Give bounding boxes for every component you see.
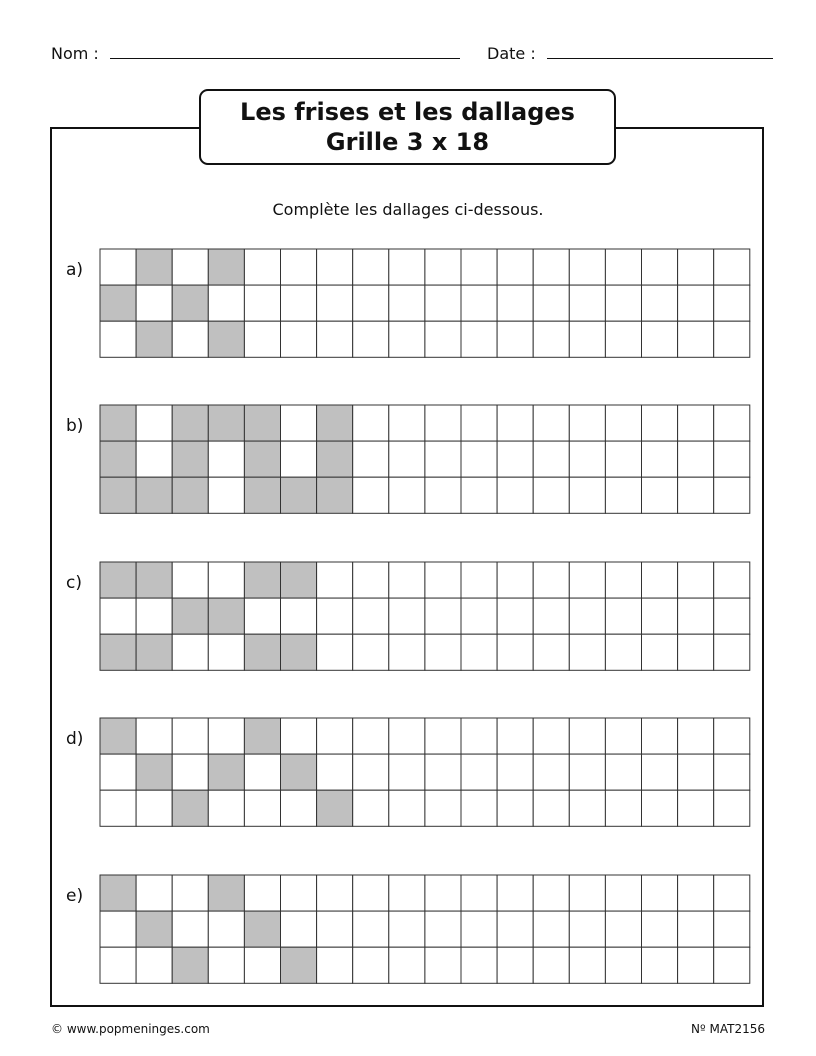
grid-cell-filled[interactable] — [100, 562, 136, 598]
grid-cell-empty[interactable] — [678, 249, 714, 285]
grid-cell-empty[interactable] — [244, 790, 280, 826]
grid-cell-empty[interactable] — [244, 875, 280, 911]
grid-cell-empty[interactable] — [208, 441, 244, 477]
title-box — [199, 89, 616, 165]
grid-cell-filled[interactable] — [136, 911, 172, 947]
grid-cell-empty[interactable] — [353, 405, 389, 441]
grid-cell-filled[interactable] — [208, 598, 244, 634]
grid-cell-empty[interactable] — [678, 718, 714, 754]
grid-cell-empty[interactable] — [100, 911, 136, 947]
grid-cell-empty[interactable] — [425, 477, 461, 513]
grid-cell-empty[interactable] — [317, 911, 353, 947]
grid-cell-empty[interactable] — [714, 754, 750, 790]
grid-cell-empty[interactable] — [533, 634, 569, 670]
grid-cell-empty[interactable] — [389, 405, 425, 441]
grid-cell-empty[interactable] — [353, 441, 389, 477]
grid-cell-filled[interactable] — [281, 634, 317, 670]
title-line-2: Grille 3 x 18 — [325, 128, 490, 156]
grid-cell-empty[interactable] — [605, 405, 641, 441]
grid-cell-empty[interactable] — [389, 790, 425, 826]
grid-cell-empty[interactable] — [497, 285, 533, 321]
grid-cell-empty[interactable] — [172, 911, 208, 947]
grid-cell-empty[interactable] — [389, 754, 425, 790]
grid-cell-empty[interactable] — [317, 947, 353, 983]
grid-cell-empty[interactable] — [714, 441, 750, 477]
grid-cell-empty[interactable] — [353, 718, 389, 754]
grid-cell-empty[interactable] — [605, 562, 641, 598]
grid-cell-empty[interactable] — [425, 754, 461, 790]
grid-cell-empty[interactable] — [605, 790, 641, 826]
grid-cell-empty[interactable] — [605, 598, 641, 634]
grid-cell-empty[interactable] — [208, 285, 244, 321]
grid-cell-empty[interactable] — [389, 911, 425, 947]
grid-cell-filled[interactable] — [317, 477, 353, 513]
name-label: Nom : — [51, 44, 99, 63]
grid-cell-empty[interactable] — [172, 562, 208, 598]
grid-cell-empty[interactable] — [642, 790, 678, 826]
grid-cell-empty[interactable] — [642, 562, 678, 598]
grid-cell-empty[interactable] — [678, 441, 714, 477]
grid-cell-empty[interactable] — [389, 562, 425, 598]
grid-cell-filled[interactable] — [281, 947, 317, 983]
grid-cell-empty[interactable] — [461, 405, 497, 441]
grid-cell-empty[interactable] — [642, 634, 678, 670]
grid-cell-filled[interactable] — [136, 562, 172, 598]
grid-cell-empty[interactable] — [642, 875, 678, 911]
grid-cell-empty[interactable] — [353, 249, 389, 285]
grid-cell-filled[interactable] — [100, 285, 136, 321]
grid-cell-empty[interactable] — [605, 249, 641, 285]
grid-cell-empty[interactable] — [497, 405, 533, 441]
grid-cell-empty[interactable] — [389, 718, 425, 754]
grid-cell-empty[interactable] — [317, 321, 353, 357]
grid-cell-filled[interactable] — [317, 790, 353, 826]
grid-cell-filled[interactable] — [100, 718, 136, 754]
grid-cell-empty[interactable] — [317, 562, 353, 598]
grid-cell-empty[interactable] — [642, 441, 678, 477]
grid-cell-empty[interactable] — [533, 790, 569, 826]
grid-cell-empty[interactable] — [714, 321, 750, 357]
exercise-label: c) — [66, 573, 82, 593]
tiling-grid[interactable] — [99, 717, 751, 828]
grid-cell-empty[interactable] — [389, 477, 425, 513]
grid-cell-empty[interactable] — [389, 441, 425, 477]
grid-cell-empty[interactable] — [425, 718, 461, 754]
grid-cell-empty[interactable] — [642, 947, 678, 983]
grid-cell-filled[interactable] — [244, 911, 280, 947]
grid-cell-empty[interactable] — [136, 947, 172, 983]
grid-cell-empty[interactable] — [208, 947, 244, 983]
grid-cell-empty[interactable] — [678, 875, 714, 911]
grid-cell-empty[interactable] — [678, 634, 714, 670]
grid-cell-empty[interactable] — [461, 477, 497, 513]
grid-cell-empty[interactable] — [533, 598, 569, 634]
grid-cell-empty[interactable] — [569, 285, 605, 321]
grid-cell-filled[interactable] — [136, 321, 172, 357]
grid-cell-empty[interactable] — [425, 790, 461, 826]
grid-cell-empty[interactable] — [714, 947, 750, 983]
grid-cell-empty[interactable] — [461, 249, 497, 285]
grid-cell-empty[interactable] — [208, 634, 244, 670]
grid-cell-empty[interactable] — [569, 790, 605, 826]
grid-cell-empty[interactable] — [425, 249, 461, 285]
grid-cell-empty[interactable] — [172, 249, 208, 285]
grid-cell-empty[interactable] — [461, 911, 497, 947]
grid-cell-empty[interactable] — [678, 321, 714, 357]
grid-cell-empty[interactable] — [461, 441, 497, 477]
grid-cell-empty[interactable] — [281, 598, 317, 634]
grid-cell-empty[interactable] — [317, 718, 353, 754]
grid-cell-empty[interactable] — [281, 911, 317, 947]
grid-cell-empty[interactable] — [136, 875, 172, 911]
grid-cell-empty[interactable] — [569, 754, 605, 790]
grid-cell-empty[interactable] — [208, 718, 244, 754]
grid-cell-empty[interactable] — [678, 285, 714, 321]
grid-cell-empty[interactable] — [281, 875, 317, 911]
grid-cell-empty[interactable] — [497, 477, 533, 513]
grid-cell-empty[interactable] — [642, 321, 678, 357]
grid-cell-filled[interactable] — [172, 790, 208, 826]
grid-cell-empty[interactable] — [244, 754, 280, 790]
grid-cell-empty[interactable] — [642, 598, 678, 634]
grid-cell-empty[interactable] — [497, 718, 533, 754]
title-line-1: Les frises et les dallages — [240, 98, 575, 126]
grid-cell-empty[interactable] — [461, 634, 497, 670]
grid-cell-empty[interactable] — [461, 562, 497, 598]
grid-cell-empty[interactable] — [569, 405, 605, 441]
footer-reference: Nº MAT2156 — [691, 1022, 765, 1036]
grid-cell-empty[interactable] — [714, 562, 750, 598]
grid-cell-empty[interactable] — [100, 598, 136, 634]
grid-cell-filled[interactable] — [281, 477, 317, 513]
grid-cell-empty[interactable] — [244, 285, 280, 321]
grid-cell-empty[interactable] — [605, 754, 641, 790]
grid-cell-empty[interactable] — [714, 875, 750, 911]
grid-cell-filled[interactable] — [208, 249, 244, 285]
grid-cell-empty[interactable] — [389, 285, 425, 321]
grid-cell-empty[interactable] — [353, 790, 389, 826]
grid-cell-empty[interactable] — [389, 634, 425, 670]
grid-cell-empty[interactable] — [281, 790, 317, 826]
grid-cell-empty[interactable] — [100, 321, 136, 357]
grid-cell-empty[interactable] — [533, 405, 569, 441]
grid-cell-empty[interactable] — [714, 249, 750, 285]
grid-cell-empty[interactable] — [136, 598, 172, 634]
grid-cell-filled[interactable] — [172, 947, 208, 983]
grid-cell-empty[interactable] — [533, 754, 569, 790]
grid-cell-filled[interactable] — [100, 634, 136, 670]
grid-cell-empty[interactable] — [533, 875, 569, 911]
grid-cell-empty[interactable] — [172, 321, 208, 357]
grid-cell-filled[interactable] — [172, 598, 208, 634]
grid-cell-empty[interactable] — [281, 321, 317, 357]
grid-cell-empty[interactable] — [642, 754, 678, 790]
grid-cell-filled[interactable] — [244, 562, 280, 598]
grid-cell-empty[interactable] — [425, 911, 461, 947]
grid-cell-empty[interactable] — [569, 598, 605, 634]
tiling-grid[interactable] — [99, 874, 751, 985]
grid-cell-empty[interactable] — [569, 875, 605, 911]
grid-cell-empty[interactable] — [425, 562, 461, 598]
grid-cell-empty[interactable] — [497, 875, 533, 911]
grid-cell-empty[interactable] — [425, 405, 461, 441]
grid-cell-empty[interactable] — [100, 947, 136, 983]
grid-cell-empty[interactable] — [533, 562, 569, 598]
grid-cell-empty[interactable] — [425, 441, 461, 477]
grid-cell-empty[interactable] — [461, 790, 497, 826]
grid-cell-empty[interactable] — [100, 249, 136, 285]
grid-cell-empty[interactable] — [605, 911, 641, 947]
grid-cell-empty[interactable] — [642, 405, 678, 441]
grid-cell-filled[interactable] — [208, 875, 244, 911]
exercise-label: a) — [66, 260, 84, 280]
grid-cell-filled[interactable] — [136, 754, 172, 790]
grid-cell-filled[interactable] — [244, 477, 280, 513]
grid-cell-empty[interactable] — [497, 790, 533, 826]
grid-cell-filled[interactable] — [244, 634, 280, 670]
grid-cell-empty[interactable] — [461, 321, 497, 357]
grid-cell-empty[interactable] — [533, 441, 569, 477]
grid-cell-filled[interactable] — [172, 477, 208, 513]
grid-cell-filled[interactable] — [136, 477, 172, 513]
date-field[interactable] — [487, 44, 773, 63]
grid-cell-filled[interactable] — [100, 477, 136, 513]
grid-cell-empty[interactable] — [497, 754, 533, 790]
grid-cell-empty[interactable] — [353, 875, 389, 911]
grid-cell-empty[interactable] — [533, 285, 569, 321]
grid-cell-empty[interactable] — [172, 634, 208, 670]
grid-cell-empty[interactable] — [714, 285, 750, 321]
grid-cell-filled[interactable] — [244, 718, 280, 754]
grid-cell-empty[interactable] — [244, 321, 280, 357]
tiling-grid[interactable] — [99, 404, 751, 515]
grid-cell-empty[interactable] — [642, 718, 678, 754]
grid-cell-empty[interactable] — [281, 718, 317, 754]
grid-cell-empty[interactable] — [642, 285, 678, 321]
grid-cell-filled[interactable] — [172, 405, 208, 441]
grid-cell-filled[interactable] — [281, 754, 317, 790]
grid-cell-empty[interactable] — [714, 477, 750, 513]
grid-cell-empty[interactable] — [533, 477, 569, 513]
grid-cell-empty[interactable] — [533, 911, 569, 947]
grid-cell-filled[interactable] — [244, 405, 280, 441]
grid-cell-filled[interactable] — [208, 754, 244, 790]
date-label: Date : — [487, 44, 536, 63]
grid-cell-empty[interactable] — [425, 285, 461, 321]
grid-cell-empty[interactable] — [353, 598, 389, 634]
grid-cell-empty[interactable] — [244, 947, 280, 983]
grid-cell-empty[interactable] — [569, 947, 605, 983]
grid-cell-empty[interactable] — [425, 634, 461, 670]
grid-cell-empty[interactable] — [497, 441, 533, 477]
grid-cell-empty[interactable] — [569, 718, 605, 754]
grid-cell-empty[interactable] — [642, 249, 678, 285]
grid-cell-empty[interactable] — [497, 598, 533, 634]
grid-cell-empty[interactable] — [317, 634, 353, 670]
grid-cell-empty[interactable] — [642, 911, 678, 947]
grid-cell-empty[interactable] — [389, 321, 425, 357]
date-line — [547, 57, 773, 59]
grid-cell-empty[interactable] — [678, 754, 714, 790]
tiling-grid[interactable] — [99, 561, 751, 672]
grid-cell-empty[interactable] — [569, 441, 605, 477]
grid-cell-empty[interactable] — [605, 441, 641, 477]
grid-cell-empty[interactable] — [569, 562, 605, 598]
grid-cell-empty[interactable] — [678, 947, 714, 983]
grid-cell-empty[interactable] — [244, 598, 280, 634]
grid-cell-empty[interactable] — [605, 875, 641, 911]
grid-cell-empty[interactable] — [569, 321, 605, 357]
name-line — [110, 57, 460, 59]
grid-cell-empty[interactable] — [497, 321, 533, 357]
grid-cell-empty[interactable] — [425, 875, 461, 911]
grid-cell-empty[interactable] — [208, 790, 244, 826]
grid-cell-empty[interactable] — [605, 477, 641, 513]
grid-cell-empty[interactable] — [497, 911, 533, 947]
grid-cell-empty[interactable] — [497, 947, 533, 983]
grid-cell-empty[interactable] — [533, 321, 569, 357]
grid-cell-empty[interactable] — [136, 285, 172, 321]
grid-cell-empty[interactable] — [389, 875, 425, 911]
grid-cell-empty[interactable] — [353, 947, 389, 983]
grid-cell-empty[interactable] — [497, 562, 533, 598]
grid-cell-empty[interactable] — [533, 947, 569, 983]
grid-cell-empty[interactable] — [389, 249, 425, 285]
grid-cell-empty[interactable] — [281, 285, 317, 321]
grid-cell-empty[interactable] — [714, 634, 750, 670]
grid-cell-empty[interactable] — [605, 718, 641, 754]
grid-cell-filled[interactable] — [136, 249, 172, 285]
grid-cell-empty[interactable] — [714, 718, 750, 754]
grid-cell-empty[interactable] — [497, 634, 533, 670]
grid-cell-empty[interactable] — [461, 718, 497, 754]
grid-cell-empty[interactable] — [317, 598, 353, 634]
grid-cell-empty[interactable] — [714, 405, 750, 441]
grid-cell-filled[interactable] — [317, 441, 353, 477]
grid-cell-empty[interactable] — [678, 477, 714, 513]
grid-cell-empty[interactable] — [714, 598, 750, 634]
grid-cell-empty[interactable] — [136, 405, 172, 441]
grid-cell-filled[interactable] — [100, 405, 136, 441]
grid-cell-empty[interactable] — [353, 754, 389, 790]
grid-cell-empty[interactable] — [605, 634, 641, 670]
instruction-text: Complète les dallages ci-dessous. — [272, 200, 544, 219]
grid-cell-empty[interactable] — [244, 249, 280, 285]
grid-cell-empty[interactable] — [317, 754, 353, 790]
grid-cell-empty[interactable] — [281, 405, 317, 441]
grid-cell-empty[interactable] — [605, 321, 641, 357]
grid-cell-empty[interactable] — [353, 477, 389, 513]
grid-cell-empty[interactable] — [461, 875, 497, 911]
grid-cell-empty[interactable] — [569, 477, 605, 513]
grid-cell-empty[interactable] — [425, 321, 461, 357]
grid-cell-empty[interactable] — [208, 562, 244, 598]
grid-cell-empty[interactable] — [389, 598, 425, 634]
name-field[interactable] — [51, 44, 460, 63]
grid-cell-empty[interactable] — [281, 441, 317, 477]
grid-cell-filled[interactable] — [208, 321, 244, 357]
grid-cell-empty[interactable] — [172, 718, 208, 754]
grid-cell-filled[interactable] — [317, 405, 353, 441]
footer-copyright: © www.popmeninges.com — [51, 1022, 210, 1036]
grid-cell-empty[interactable] — [100, 754, 136, 790]
grid-cell-empty[interactable] — [533, 718, 569, 754]
grid-cell-empty[interactable] — [678, 911, 714, 947]
grid-cell-empty[interactable] — [317, 285, 353, 321]
grid-cell-empty[interactable] — [353, 285, 389, 321]
grid-cell-empty[interactable] — [100, 790, 136, 826]
grid-cell-filled[interactable] — [100, 875, 136, 911]
grid-cell-filled[interactable] — [136, 634, 172, 670]
grid-cell-empty[interactable] — [136, 718, 172, 754]
grid-cell-empty[interactable] — [642, 477, 678, 513]
grid-cell-filled[interactable] — [172, 441, 208, 477]
grid-cell-filled[interactable] — [172, 285, 208, 321]
grid-cell-empty[interactable] — [605, 285, 641, 321]
grid-cell-empty[interactable] — [425, 947, 461, 983]
grid-cell-filled[interactable] — [281, 562, 317, 598]
grid-cell-empty[interactable] — [678, 790, 714, 826]
grid-cell-empty[interactable] — [353, 634, 389, 670]
exercise-label: b) — [66, 416, 84, 436]
grid-cell-filled[interactable] — [100, 441, 136, 477]
grid-cell-empty[interactable] — [172, 875, 208, 911]
grid-cell-empty[interactable] — [353, 321, 389, 357]
grid-cell-empty[interactable] — [317, 875, 353, 911]
exercise-label: d) — [66, 729, 84, 749]
grid-cell-empty[interactable] — [208, 477, 244, 513]
exercise-label: e) — [66, 886, 84, 906]
grid-cell-empty[interactable] — [136, 441, 172, 477]
grid-cell-empty[interactable] — [678, 562, 714, 598]
grid-cell-empty[interactable] — [281, 249, 317, 285]
grid-cell-empty[interactable] — [714, 911, 750, 947]
grid-cell-empty[interactable] — [497, 249, 533, 285]
grid-cell-empty[interactable] — [389, 947, 425, 983]
grid-cell-empty[interactable] — [569, 911, 605, 947]
grid-cell-filled[interactable] — [208, 405, 244, 441]
tiling-grid[interactable] — [99, 248, 751, 359]
grid-cell-empty[interactable] — [533, 249, 569, 285]
grid-cell-empty[interactable] — [461, 598, 497, 634]
grid-cell-empty[interactable] — [714, 790, 750, 826]
grid-cell-empty[interactable] — [461, 754, 497, 790]
grid-cell-empty[interactable] — [605, 947, 641, 983]
grid-cell-empty[interactable] — [172, 754, 208, 790]
grid-cell-empty[interactable] — [425, 598, 461, 634]
grid-cell-empty[interactable] — [136, 790, 172, 826]
grid-cell-empty[interactable] — [569, 634, 605, 670]
grid-cell-empty[interactable] — [317, 249, 353, 285]
grid-cell-empty[interactable] — [461, 285, 497, 321]
grid-cell-empty[interactable] — [678, 598, 714, 634]
grid-cell-empty[interactable] — [461, 947, 497, 983]
grid-cell-filled[interactable] — [244, 441, 280, 477]
grid-cell-empty[interactable] — [678, 405, 714, 441]
grid-cell-empty[interactable] — [569, 249, 605, 285]
grid-cell-empty[interactable] — [353, 911, 389, 947]
grid-cell-empty[interactable] — [353, 562, 389, 598]
grid-cell-empty[interactable] — [208, 911, 244, 947]
